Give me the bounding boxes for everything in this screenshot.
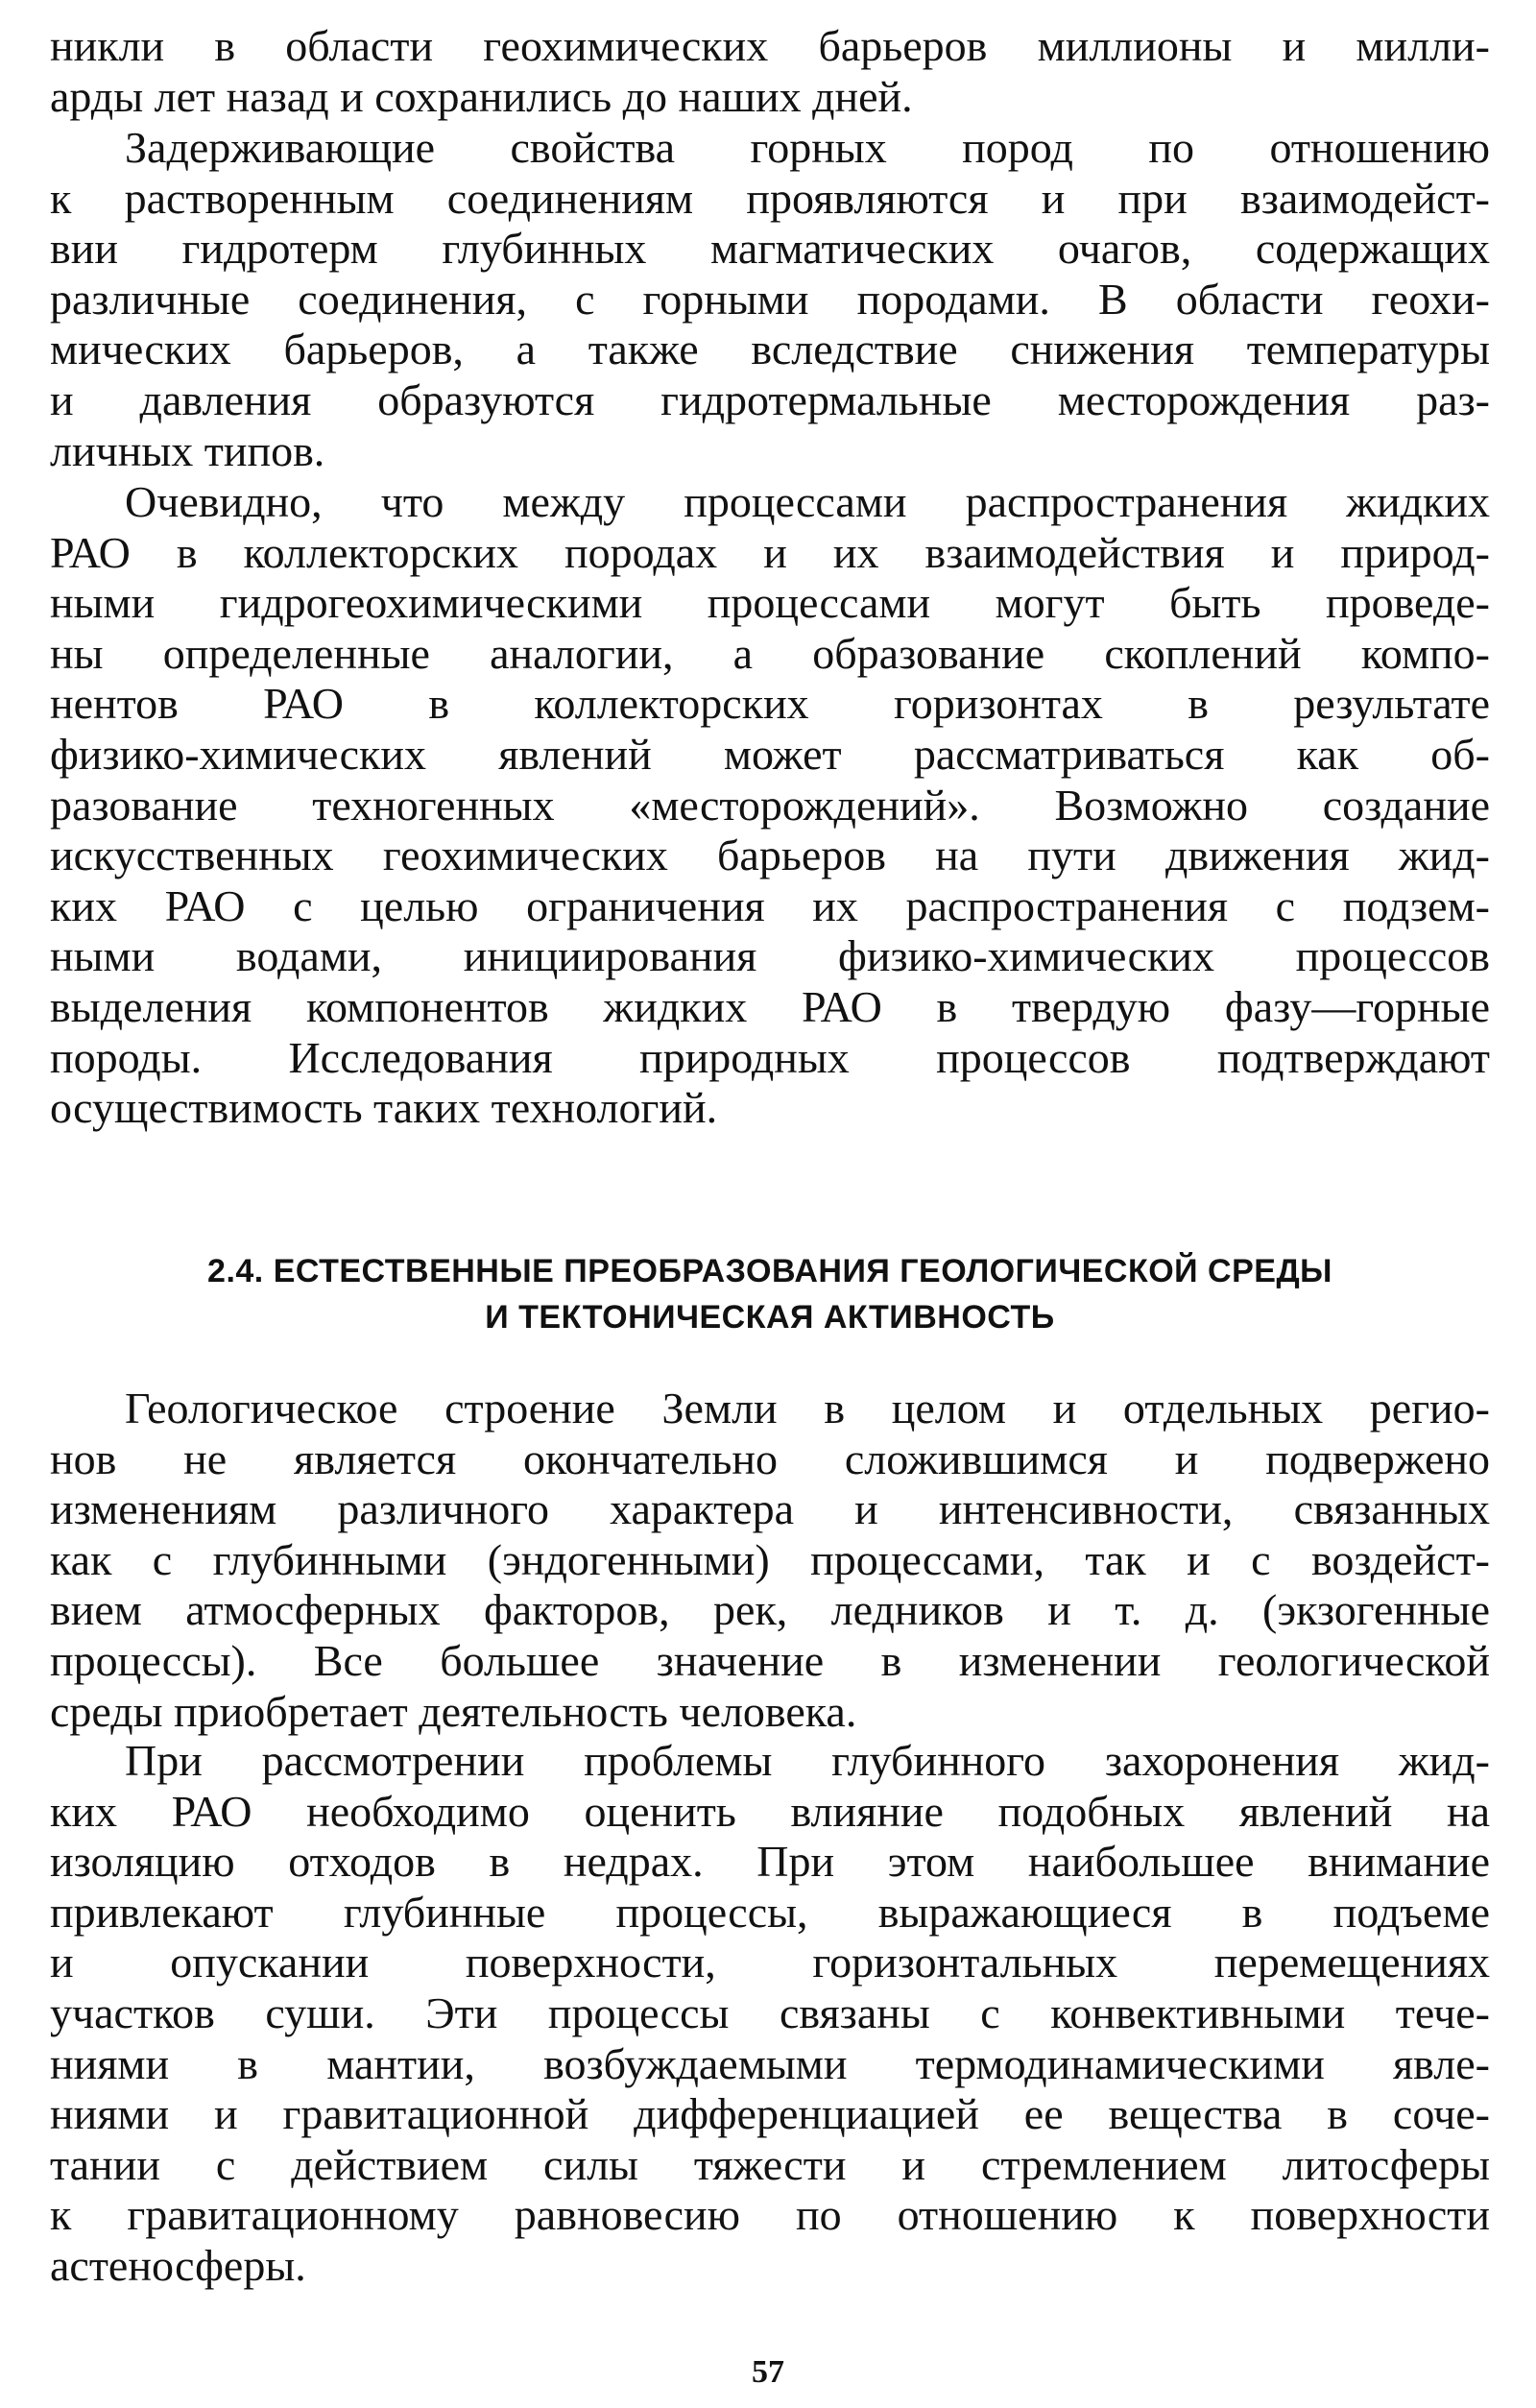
text-line: вии гидротерм глубинных магматических очагов, содержащих (50, 224, 1490, 274)
text-line: вием атмосферных факторов, рек, ледников и т. д. (экзогенные (50, 1585, 1490, 1635)
section-heading (50, 1248, 1490, 1340)
text-line: физико-химических явлений может рассматриваться как об- (50, 729, 1490, 779)
text-line: Геологическое строение Земли в целом и отдельных регио- (125, 1384, 1490, 1433)
text-line: нов не является окончательно сложившимся и подвержено (50, 1433, 1490, 1483)
text-line: и опускании поверхности, горизонтальных перемещениях (50, 1938, 1490, 1987)
section-heading-line: 2.4. ЕСТЕСТВЕННЫЕ ПРЕОБРАЗОВАНИЯ ГЕОЛОГИЧЕСКОЙ СРЕДЫ (207, 1253, 1332, 1289)
text-line: различные соединения, с горными породами. В области геохи- (50, 274, 1490, 324)
text-line: к растворенным соединениям проявляются и при взаимодейст- (50, 173, 1490, 223)
text-line: ны определенные аналогии, а образование скоплений компо- (50, 628, 1490, 678)
text-line: тании с действием силы тяжести и стремлением литосферы (50, 2139, 1490, 2189)
text-line: ными гидрогеохимическими процессами могут быть проведе- (50, 578, 1490, 628)
paragraph-deep-burial (50, 1736, 1490, 2292)
text-line: разование техногенных «месторождений». Возможно создание (50, 780, 1490, 830)
page-number: 57 (752, 2354, 784, 2390)
text-line: личных типов. (50, 425, 325, 475)
text-line: ниями и гравитационной дифференциацией ее вещества в соче- (50, 2089, 1490, 2139)
text-line: среды приобретает деятельность человека. (50, 1686, 857, 1736)
text-line: мических барьеров, а также вследствие снижения температуры (50, 325, 1490, 374)
paragraph-analogies (50, 477, 1490, 1134)
text-line: ниями в мантии, возбуждаемыми термодинамическими явле- (50, 2038, 1490, 2088)
text-line: астеносферы. (50, 2240, 306, 2290)
text-line: и давления образуются гидротермальные месторождения раз- (50, 374, 1490, 424)
text-line: никли в области геохимических барьеров миллионы и милли- (50, 21, 1490, 70)
text-line: Очевидно, что между процессами распространения жидких (125, 477, 1490, 526)
text-line: осуществимость таких технологий. (50, 1083, 718, 1133)
paragraph-structure (50, 1384, 1490, 1737)
text-line: ких РАО необходимо оценить влияние подобных явлений на (50, 1786, 1490, 1836)
text-line: При рассмотрении проблемы глубинного захоронения жид- (125, 1736, 1490, 1785)
text-line: выделения компонентов жидких РАО в твердую фазу—горные (50, 981, 1490, 1031)
text-line: породы. Исследования природных процессов подтверждают (50, 1032, 1490, 1082)
text-line: искусственных геохимических барьеров на пути движения жид- (50, 831, 1490, 880)
text-line: арды лет назад и сохранились до наших дней. (50, 71, 913, 121)
text-line: изменениям различного характера и интенсивности, связанных (50, 1484, 1490, 1534)
text-line: изоляцию отходов в недрах. При этом наибольшее внимание (50, 1837, 1490, 1887)
text-line: ными водами, инициирования физико-химических процессов (50, 931, 1490, 981)
section-heading-line: И ТЕКТОНИЧЕСКАЯ АКТИВНОСТЬ (485, 1299, 1055, 1336)
text-line: привлекают глубинные процессы, выражающиеся в подъеме (50, 1887, 1490, 1937)
paragraph-continuation (50, 21, 1490, 122)
text-line: РАО в коллекторских породах и их взаимодействия и природ- (50, 527, 1490, 577)
text-line: ких РАО с целью ограничения их распространения с подзем- (50, 880, 1490, 930)
text-line: к гравитационному равновесию по отношению к поверхности (50, 2190, 1490, 2240)
paragraph-retention (50, 123, 1490, 476)
text-line: участков суши. Эти процессы связаны с конвективными тече- (50, 1987, 1490, 2037)
text-line: как с глубинными (эндогенными) процессами, так и с воздейст- (50, 1534, 1490, 1584)
text-line: нентов РАО в коллекторских горизонтах в результате (50, 679, 1490, 729)
text-line: Задерживающие свойства горных пород по отношению (125, 123, 1490, 172)
text-line: процессы). Все большее значение в изменении геологической (50, 1635, 1490, 1685)
